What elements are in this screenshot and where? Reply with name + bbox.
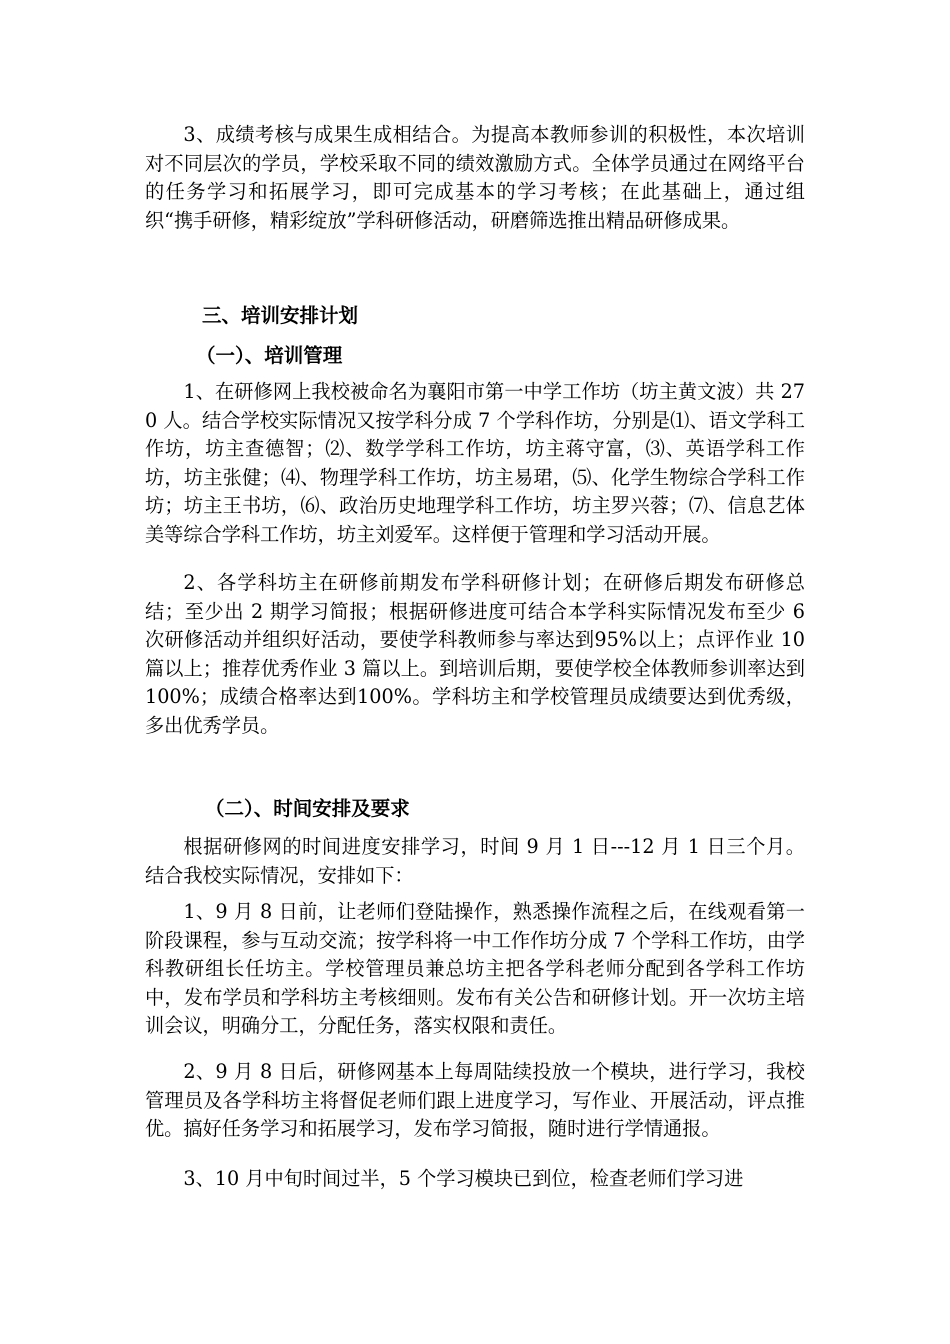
subsection-heading-training-management: （一）、培训管理 — [196, 344, 343, 367]
section-heading-training-plan: 三、培训安排计划 — [202, 304, 359, 327]
paragraph-workshop-organization: 1、在研修网上我校被命名为襄阳市第一中学工作坊（坊主黄文波）共 270 人。结合学校实际情况又按学科分成 7 个学科作坊，分别是⑴、语文学科工作坊，坊主查德智；⑵、数学学科工作坊，坊主蒋守富，⑶、英语学科工作坊，坊主张健；⑷、物理学科工作坊，坊主易珺，⑸、化学生物综合学科工作坊；坊主王书坊，⑹、政治历史地理学科工作坊，坊主罗兴蓉；⑺、信息艺体美等综合学科工作坊，坊主刘爱军。这样便于管理和学习活动开展。 — [145, 380, 805, 546]
paragraph-schedule-step-3: 3、10 月中旬时间过半，5 个学习模块已到位，检查老师们学习进 — [183, 1167, 744, 1190]
subsection-heading-schedule: （二）、时间安排及要求 — [205, 797, 410, 820]
paragraph-schedule-step-1: 1、9 月 8 日前，让老师们登陆操作，熟悉操作流程之后，在线观看第一阶段课程，参与互动交流；按学科将一中工作作坊分成 7 个学科工作坊，由学科教研组长任坊主。学校管理员兼总坊主把各学科老师分配到各学科工作坊中，发布学员和学科坊主考核细则。发布有关公告和研修计划。开一次坊主培训会议，明确分工，分配任务，落实权限和责任。 — [145, 900, 805, 1038]
paragraph-grade-assessment: 3、成绩考核与成果生成相结合。为提高本教师参训的积极性，本次培训对不同层次的学员，学校采取不同的绩效激励方式。全体学员通过在网络平台的任务学习和拓展学习，即可完成基本的学习考核；在此基础上，通过组织“携手研修，精彩绽放”学科研修活动，研磨筛选推出精品研修成果。 — [145, 123, 805, 232]
paragraph-workshop-leader-duties: 2、各学科坊主在研修前期发布学科研修计划；在研修后期发布研修总结；至少出 2 期学习简报；根据研修进度可结合本学科实际情况发布至少 6 次研修活动并组织好活动，要使学科教师参与率达到95%以上；点评作业 10 篇以上；推荐优秀作业 3 篇以上。到培训后期，要使学校全体教师参训率达到100%；成绩合格率达到100%。学科坊主和学校管理员成绩要达到优秀级，多出优秀学员。 — [145, 571, 805, 737]
paragraph-schedule-intro: 根据研修网的时间进度安排学习，时间 9 月 1 日---12 月 1 日三个月。结合我校实际情况，安排如下： — [145, 835, 805, 887]
paragraph-schedule-step-2: 2、9 月 8 日后，研修网基本上每周陆续投放一个模块，进行学习，我校管理员及各学科坊主将督促老师们跟上进度学习，写作业、开展活动，评点推优。搞好任务学习和拓展学习，发布学习简报，随时进行学情通报。 — [145, 1060, 805, 1141]
